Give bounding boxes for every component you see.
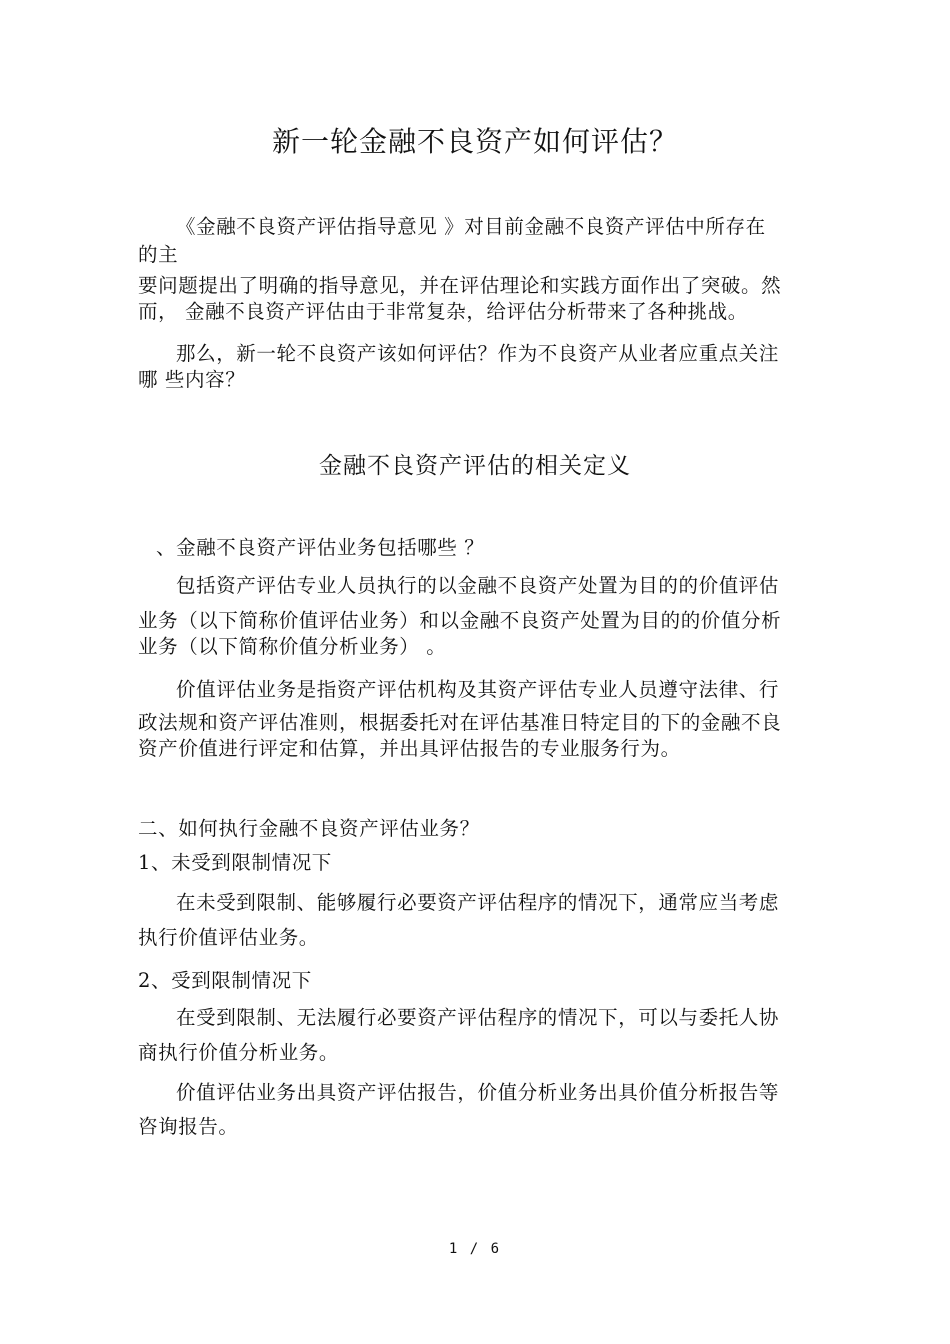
- section-title: 金融不良资产评估的相关定义: [319, 453, 631, 479]
- intro-paragraph-3-line-1: 那么，新一轮不良资产该如何评估？作为不良资产从业者应重点关注: [176, 342, 780, 365]
- part1-paragraph-2-line-3: 资产价值进行评定和估算，并出具评估报告的专业服务行为。: [138, 737, 681, 760]
- part1-paragraph-2-line-2: 政法规和资产评估准则，根据委托对在评估基准日特定目的下的金融不良: [138, 711, 782, 734]
- intro-paragraph-1-line-2: 的主: [138, 243, 179, 266]
- part2-sub1-line-1: 在未受到限制、能够履行必要资产评估程序的情况下，通常应当考虑: [176, 891, 780, 914]
- part1-paragraph-1-line-1: 包括资产评估专业人员执行的以金融不良资产处置为目的的价值评估: [176, 574, 780, 597]
- part2-sub2-line-1: 在受到限制、无法履行必要资产评估程序的情况下，可以与委托人协: [176, 1006, 780, 1029]
- part1-heading: 、金融不良资产评估业务包括哪些 ？: [156, 536, 485, 559]
- intro-paragraph-2-line-1: 要问题提出了明确的指导意见，并在评估理论和实践方面作出了突破。然: [138, 274, 782, 297]
- part2-paragraph-line-2: 咨询报告。: [138, 1115, 239, 1138]
- part2-sub2-line-2: 商执行价值分析业务。: [138, 1041, 340, 1064]
- intro-paragraph-1-line-1: 《金融不良资产评估指导意见 》对目前金融不良资产评估中所存在: [176, 215, 766, 238]
- part2-subheading-2: 2、受到限制情况下: [138, 969, 312, 992]
- intro-paragraph-3-line-2: 哪 些内容？: [138, 368, 246, 391]
- part1-paragraph-2-line-1: 价值评估业务是指资产评估机构及其资产评估专业人员遵守法律、行: [176, 678, 780, 701]
- page-number: 1 / 6: [448, 1241, 502, 1257]
- part2-subheading-1: 1、未受到限制情况下: [138, 851, 332, 874]
- part1-paragraph-1-line-3: 业务（以下简称价值分析业务） 。: [138, 635, 447, 658]
- part2-paragraph-line-1: 价值评估业务出具资产评估报告，价值分析业务出具价值分析报告等: [176, 1081, 780, 1104]
- part2-heading: 二、如何执行金融不良资产评估业务？: [138, 817, 480, 840]
- document-title: 新一轮金融不良资产如何评估？: [271, 125, 678, 158]
- part2-sub1-line-2: 执行价值评估业务。: [138, 926, 319, 949]
- part1-paragraph-1-line-2: 业务（以下简称价值评估业务）和以金融不良资产处置为目的的价值分析: [138, 609, 782, 632]
- intro-paragraph-2-line-2: 而， 金融不良资产评估由于非常复杂，给评估分析带来了各种挑战。: [138, 300, 748, 323]
